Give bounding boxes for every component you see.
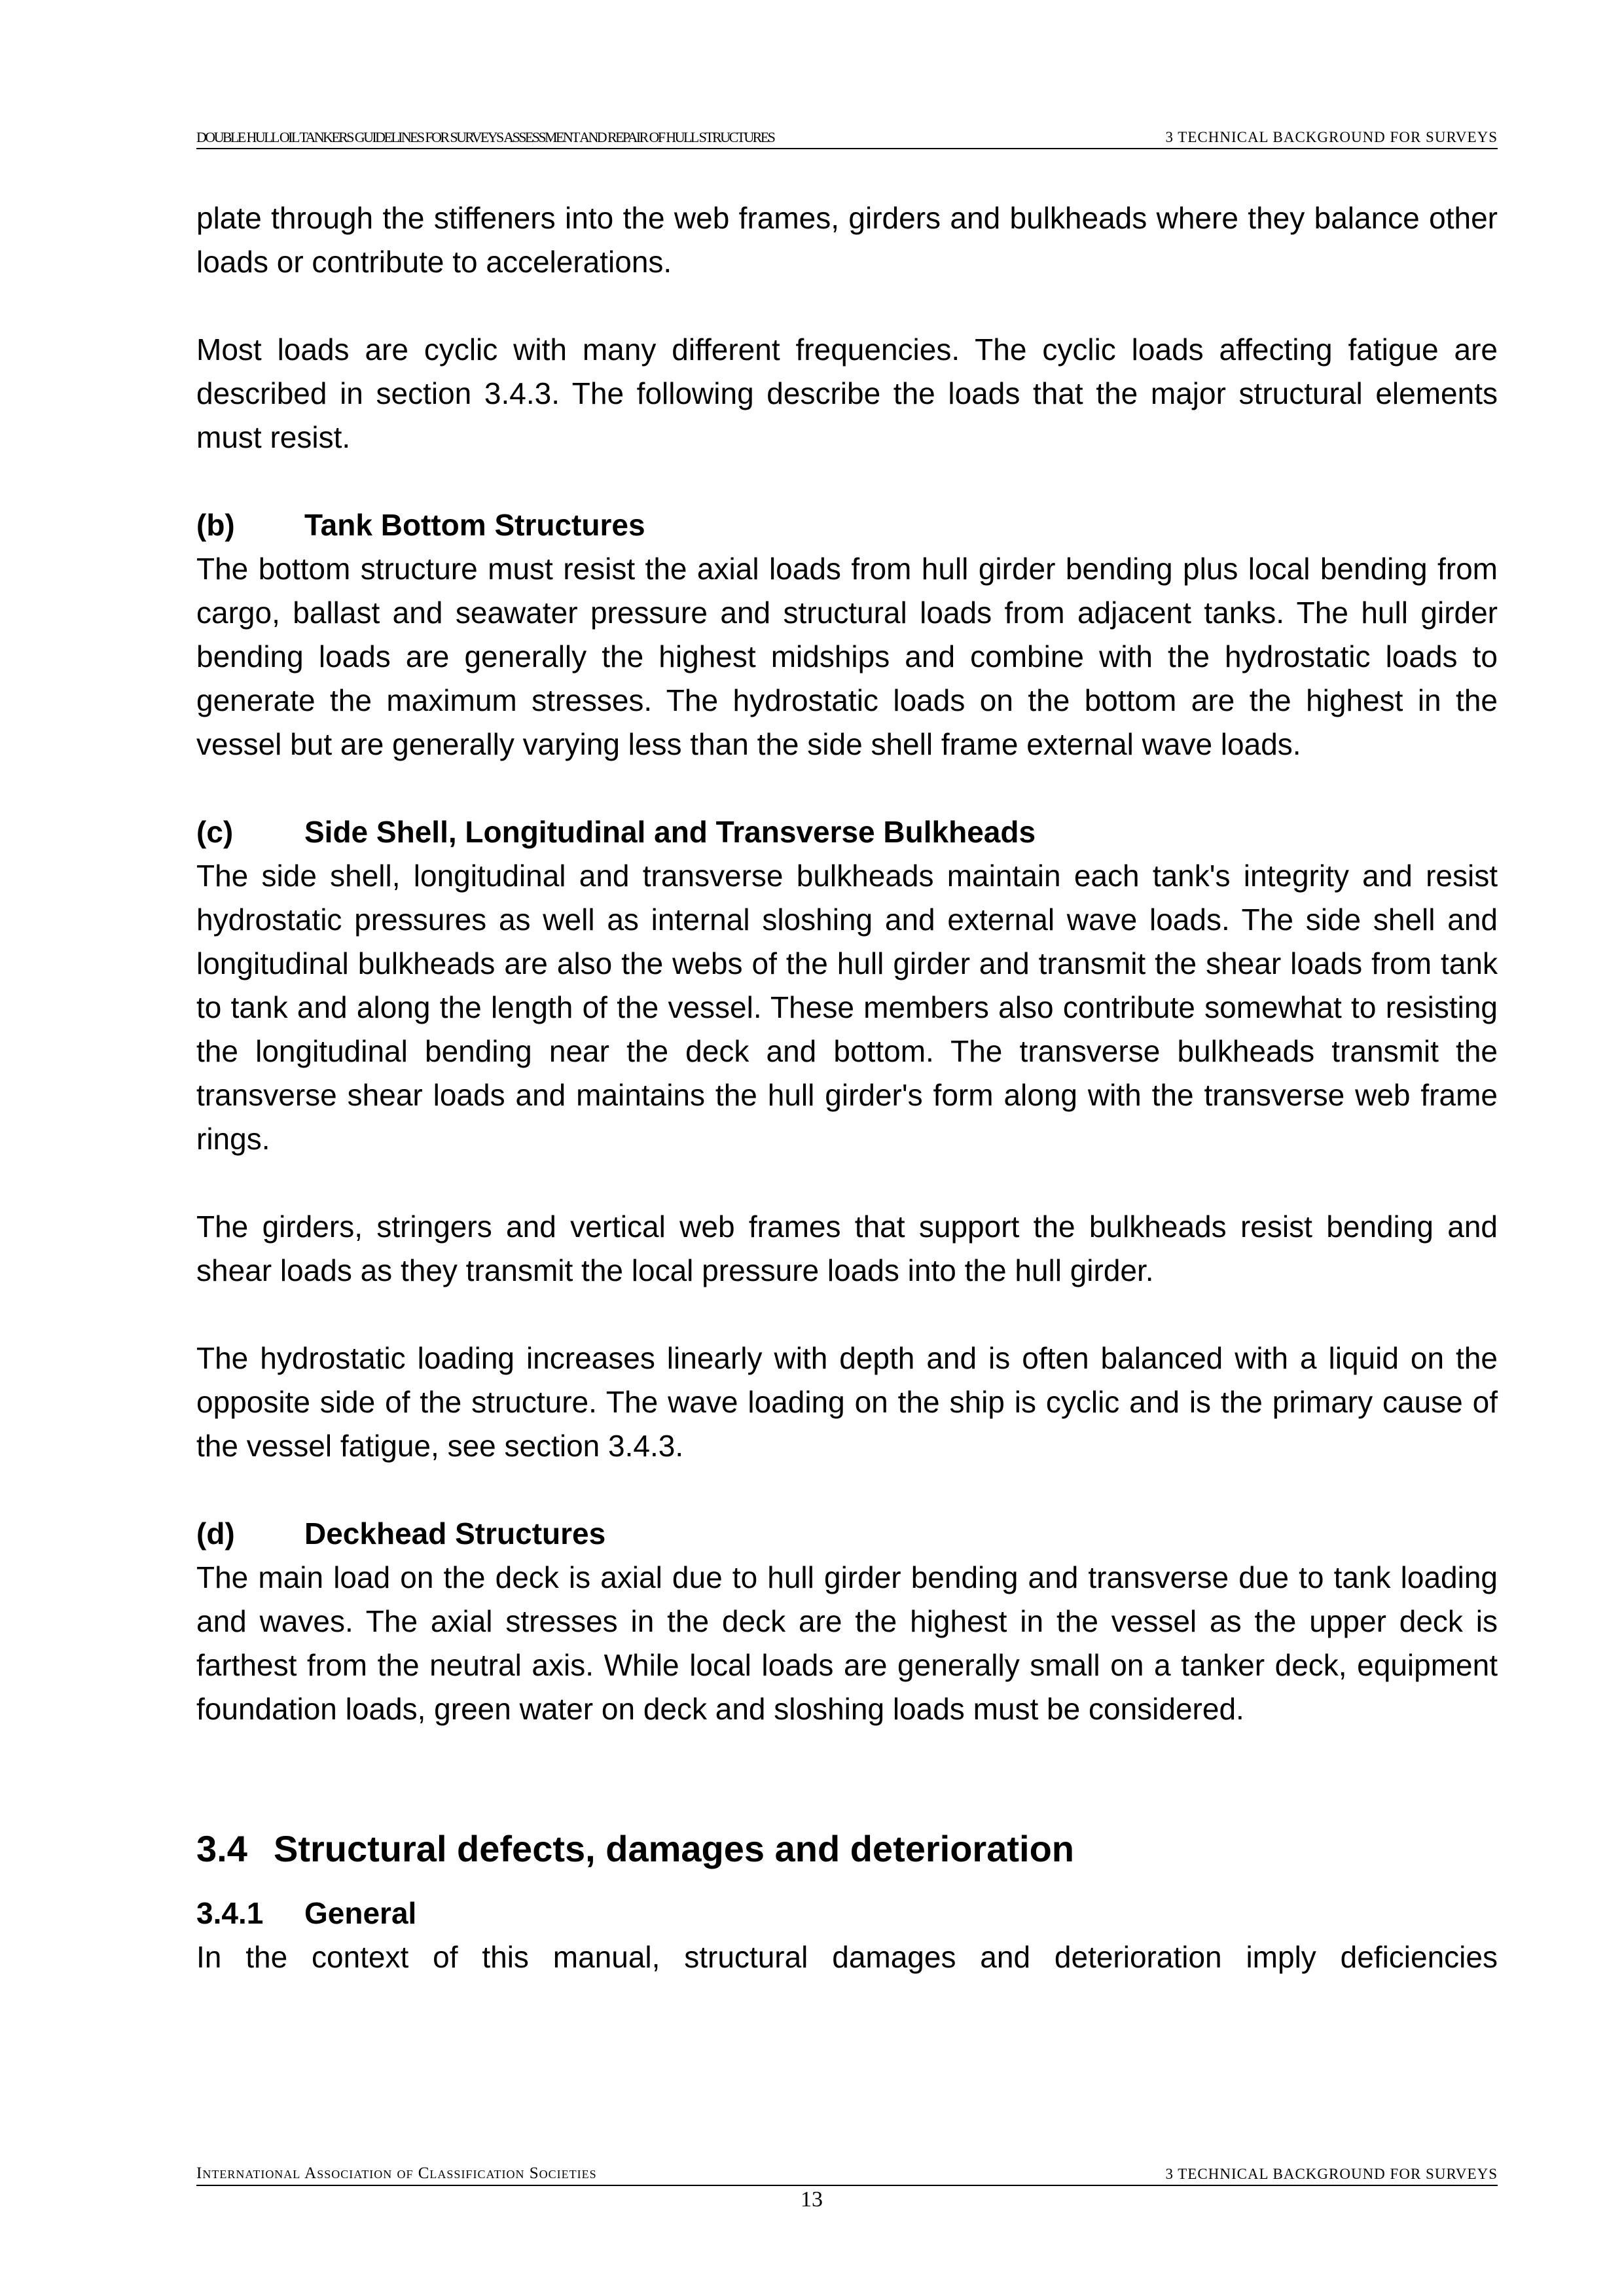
subheading-deckhead: [196, 1512, 1498, 1556]
section-number: 3.4.1: [196, 1896, 264, 1930]
paragraph-intro: plate through the stiffeners into the web frames, girders and bulkheads where they balance other loads or contribute to accelerations.: [196, 201, 1498, 279]
paragraph-girders: The girders, stringers and vertical web frames that support the bulkheads resist bending and shear loads as they transmit the local pressure loads into the hull girder.: [196, 1210, 1498, 1287]
header-document-title: DOUBLE HULL OIL TANKERS GUIDELINES FOR SURVEYS ASSESSMENT AND REPAIR OF HULL STRUCTURES: [196, 129, 774, 145]
paragraph-general: In the context of this manual, structural damages and deterioration imply deficiencies: [196, 1940, 1498, 1974]
paragraph-hydrostatic: The hydrostatic loading increases linearly with depth and is often balanced with a liquid on the opposite side of the structure. The wave loading on the ship is cyclic and is the primary cause of the vessel fatigue, see section 3.4.3.: [196, 1341, 1498, 1463]
main-content: [196, 196, 1498, 1979]
subheading-label: (c): [196, 815, 234, 849]
section-title: General: [304, 1896, 417, 1930]
subheading-title: Deckhead Structures: [304, 1516, 606, 1551]
subheading-label: (d): [196, 1516, 235, 1551]
subheading-side-shell: [196, 810, 1498, 854]
header-chapter-title: 3 TECHNICAL BACKGROUND FOR SURVEYS: [1165, 129, 1498, 145]
paragraph-deckhead: The main load on the deck is axial due to hull girder bending and transverse due to tank loading and waves. The axial stresses in the deck are the highest in the vessel as the upper deck is farthest from the neutral axis. While local loads are generally small on a tanker deck, equipment foundation loads, green water on deck and sloshing loads must be considered.: [196, 1560, 1498, 1726]
running-header: [196, 128, 1498, 149]
subheading-label: (b): [196, 508, 235, 542]
paragraph-cyclic-loads: Most loads are cyclic with many different frequencies. The cyclic loads affecting fatigue are described in section 3.4.3. The following describe the loads that the major structural elements must resist.: [196, 332, 1498, 454]
paragraph-tank-bottom: The bottom structure must resist the axial loads from hull girder bending plus local bending from cargo, ballast and seawater pressure and structural loads from adjacent tanks. The hull girder bending loads are generally the highest midships and combine with the hydrostatic loads to generate the maximum stresses. The hydrostatic loads on the bottom are the highest in the vessel but are generally varying less than the side shell frame external wave loads.: [196, 552, 1498, 761]
page-number: 13: [801, 2187, 823, 2212]
paragraph-side-shell: The side shell, longitudinal and transverse bulkheads maintain each tank's integrity and resist hydrostatic pressures as well as internal sloshing and external wave loads. The side shell and longitudinal bulkheads are also the webs of the hull girder and transmit the shear loads from tank to tank and along the length of the vessel. These members also contribute somewhat to resisting the longitudinal bending near the deck and bottom. The transverse bulkheads transmit the transverse shear loads and maintains the hull girder's form along with the transverse web frame rings.: [196, 859, 1498, 1156]
section-heading-3-4-1: [196, 1892, 1498, 1935]
footer-chapter-title: 3 TECHNICAL BACKGROUND FOR SURVEYS: [1165, 2166, 1498, 2182]
section-number: 3.4: [196, 1828, 247, 1869]
section-heading-3-4: [196, 1820, 1498, 1878]
subheading-tank-bottom: [196, 503, 1498, 547]
subheading-title: Side Shell, Longitudinal and Transverse Bulkheads: [304, 815, 1036, 849]
footer-organization: International Association of Classification Societies: [196, 2164, 597, 2182]
section-title: Structural defects, damages and deterioration: [274, 1828, 1074, 1869]
running-footer: [196, 2165, 1498, 2186]
subheading-title: Tank Bottom Structures: [304, 508, 645, 542]
